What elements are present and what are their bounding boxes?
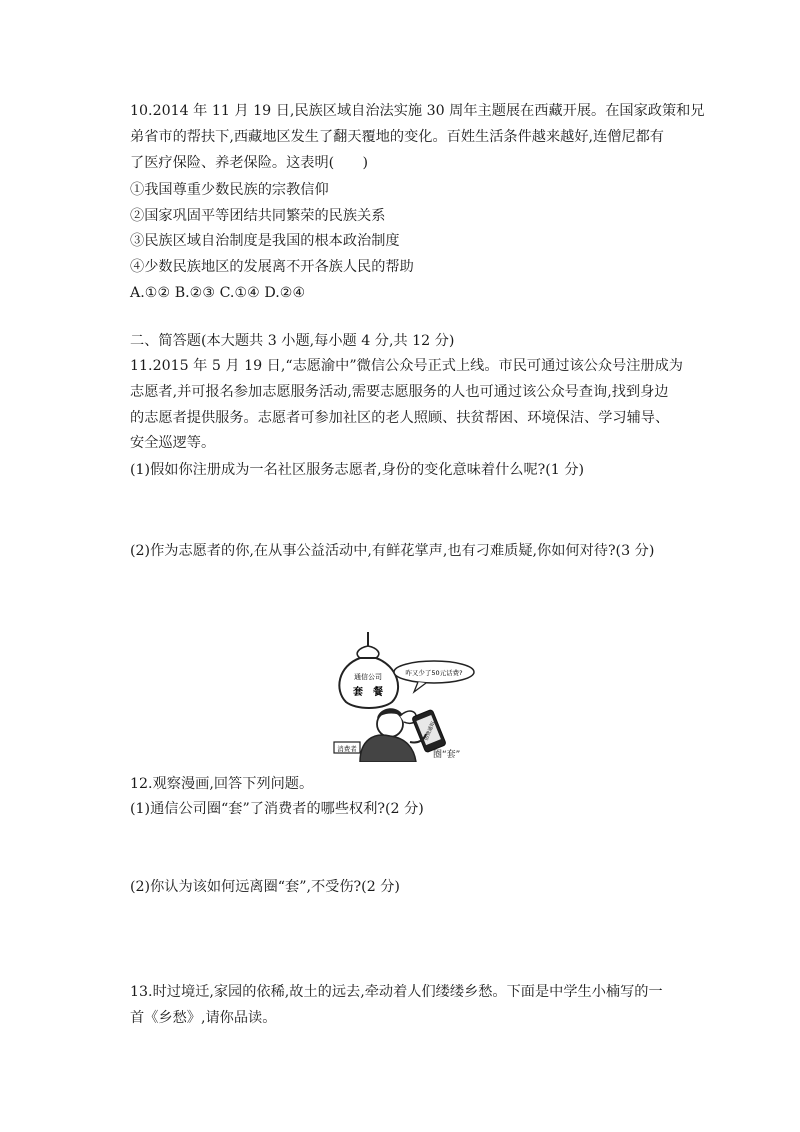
q10-line-1: 10.2014 年 11 月 19 日,民族区域自治法实施 30 周年主题展在西藏开展。在国家政策和兄 (130, 103, 705, 119)
q12-sub2: (2)你认为该如何远离圈“套”,不受伤?(2 分) (130, 879, 400, 895)
cartoon-illustration (330, 632, 478, 762)
q10-option-3: ③民族区域自治制度是我国的根本政治制度 (130, 233, 400, 249)
q10-option-4: ④少数民族地区的发展离不开各族人民的帮助 (130, 259, 414, 275)
q11-sub2: (2)作为志愿者的你,在从事公益活动中,有鲜花掌声,也有刁难质疑,你如何对待?(3 分) (130, 543, 655, 559)
q10-option-1: ①我国尊重少数民族的宗教信仰 (130, 182, 329, 198)
q11-line-4: 安全巡逻等。 (130, 435, 216, 451)
q10-option-2: ②国家巩固平等团结共同繁荣的民族关系 (130, 208, 386, 224)
q13-line-1: 13.时过境迁,家园的依稀,故土的远去,牵动着人们缕缕乡愁。下面是中学生小楠写的一 (130, 984, 663, 1000)
section-heading: 二、简答题(本大题共 3 小题,每小题 4 分,共 12 分) (130, 333, 455, 349)
q10-choices: A.①② B.②③ C.①④ D.②④ (130, 285, 306, 301)
phone-label: 话费通知 (423, 720, 437, 742)
q11-line-1: 11.2015 年 5 月 19 日,“志愿渝中”微信公众号正式上线。市民可通过该公众号注册成为 (130, 358, 683, 374)
speech-bubble-text: 咋又少了50元话费? (405, 669, 463, 677)
cartoon-caption: 圈“套” (433, 750, 461, 760)
bag-label-1: 通信公司 (354, 673, 382, 681)
q13-line-2: 首《乡愁》,请你品读。 (130, 1010, 277, 1026)
q11-line-3: 的志愿者提供服务。志愿者可参加社区的老人照顾、扶贫帮困、环境保洁、学习辅导、 (130, 410, 670, 426)
q10-line-2: 弟省市的帮扶下,西藏地区发生了翻天覆地的变化。百姓生活条件越来越好,连僧尼都有 (130, 129, 664, 145)
q11-sub1: (1)假如你注册成为一名社区服务志愿者,身份的变化意味着什么呢?(1 分) (130, 462, 585, 478)
q11-line-2: 志愿者,并可报名参加志愿服务活动,需要志愿服务的人也可通过该公众号查询,找到身边 (130, 384, 669, 400)
bag-label-2: 套 餐 (353, 687, 383, 698)
q12-intro: 12.观察漫画,回答下列问题。 (130, 776, 314, 792)
consumer-badge: 消费者 (337, 745, 357, 753)
q12-sub1: (1)通信公司圈“套”了消费者的哪些权利?(2 分) (130, 801, 424, 817)
q10-line-3: 了医疗保险、养老保险。这表明( ) (130, 155, 369, 171)
